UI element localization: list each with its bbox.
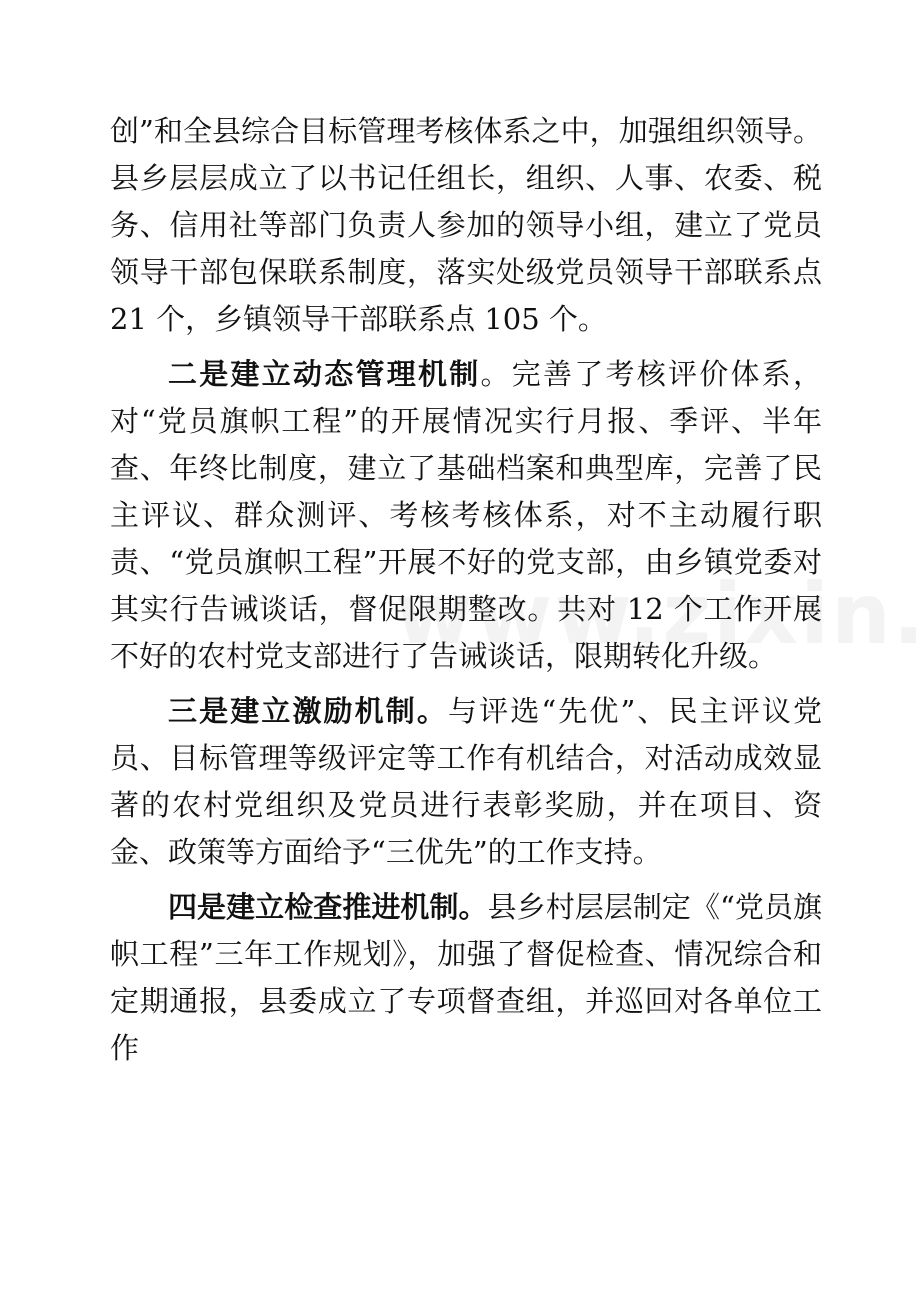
paragraph-heading: 四是建立检查推进机制。 bbox=[168, 890, 488, 924]
document-body bbox=[110, 108, 822, 1072]
paragraph-dynamic-management bbox=[110, 351, 822, 680]
paragraph-inspection bbox=[110, 884, 822, 1072]
paragraph-incentive bbox=[110, 688, 822, 876]
paragraph-heading: 三是建立激励机制。 bbox=[168, 694, 448, 728]
paragraph-text: 创”和全县综合目标管理考核体系之中，加强组织领导。县乡层层成立了以书记任组长，组织、人事、农委、税务、信用社等部门负责人参加的领导小组，建立了党员领导干部包保联系制度，落实处级党员领导干部联系点 21 个，乡镇领导干部联系点 105 个。 bbox=[110, 114, 822, 336]
paragraph-continuation bbox=[110, 108, 822, 343]
paragraph-text: 与评选“先优”、民主评议党员、目标管理等级评定等工作有机结合，对活动成效显著的农村党组织及党员进行表彰奖励，并在项目、资金、政策等方面给予“三优先”的工作支持。 bbox=[110, 694, 822, 869]
paragraph-text: 。完善了考核评价体系，对“党员旗帜工程”的开展情况实行月报、季评、半年查、年终比制度，建立了基础档案和典型库，完善了民主评议、群众测评、考核考核体系，对不主动履行职责、“党员旗帜工程”开展不好的党支部，由乡镇党委对其实行告诫谈话，督促限期整改。共对 12 个工作开展不好的农村党支部进行了告诫谈话，限期转化升级。 bbox=[110, 357, 822, 673]
paragraph-heading: 二是建立动态管理机制 bbox=[168, 357, 481, 391]
paragraph-text: 县乡村层层制定《“党员旗帜工程”三年工作规划》，加强了督促检查、情况综合和定期通报，县委成立了专项督查组，并巡回对各单位工作 bbox=[110, 890, 822, 1065]
